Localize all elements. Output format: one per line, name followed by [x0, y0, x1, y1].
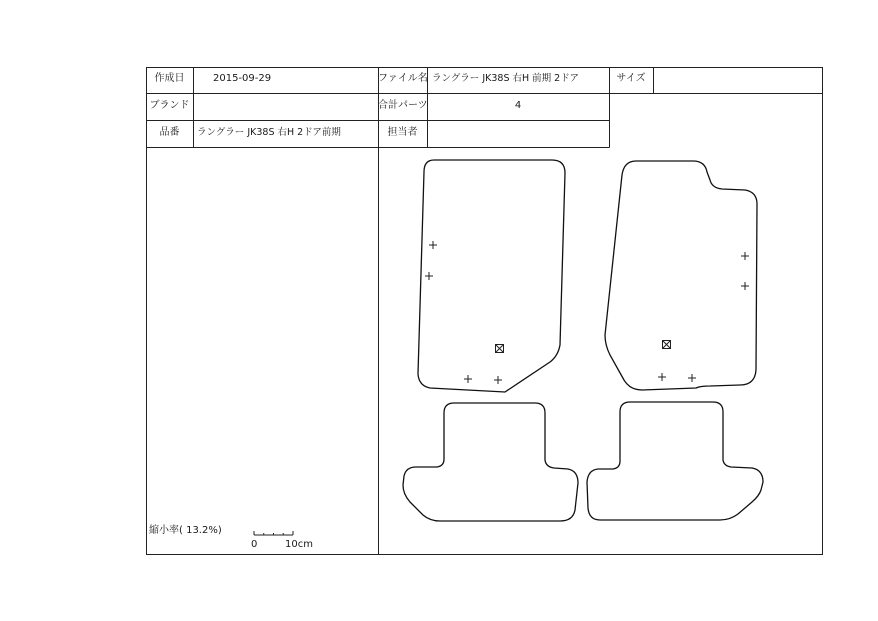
scale-label: 縮小率( 13.2%) [149, 525, 222, 536]
brand-label: ブランド [149, 100, 190, 111]
filename-label: ファイル名 [378, 73, 428, 84]
scale-tick-start: 0 [251, 539, 258, 550]
fixing-marks [425, 241, 749, 384]
created-label: 作成日 [154, 73, 185, 84]
product-value: ラングラー JK38S 右H 2ドア前期 [197, 127, 341, 138]
rear-left-mat [403, 403, 578, 521]
owner-label: 担当者 [387, 127, 418, 138]
created-value: 2015-09-29 [213, 73, 272, 84]
filename-value: ラングラー JK38S 右H 前期 2ドア [432, 73, 579, 84]
outer-frame [147, 68, 823, 555]
size-label: サイズ [616, 73, 646, 84]
total-parts-value: 4 [514, 100, 522, 111]
scale-tick-end: 10cm [285, 539, 313, 550]
total-parts-label: 合計パーツ [378, 100, 428, 111]
rear-right-mat [587, 402, 763, 520]
product-label: 品番 [159, 127, 180, 138]
scale-bar [254, 531, 293, 535]
front-left-mat [418, 160, 565, 392]
front-right-mat [605, 161, 757, 390]
